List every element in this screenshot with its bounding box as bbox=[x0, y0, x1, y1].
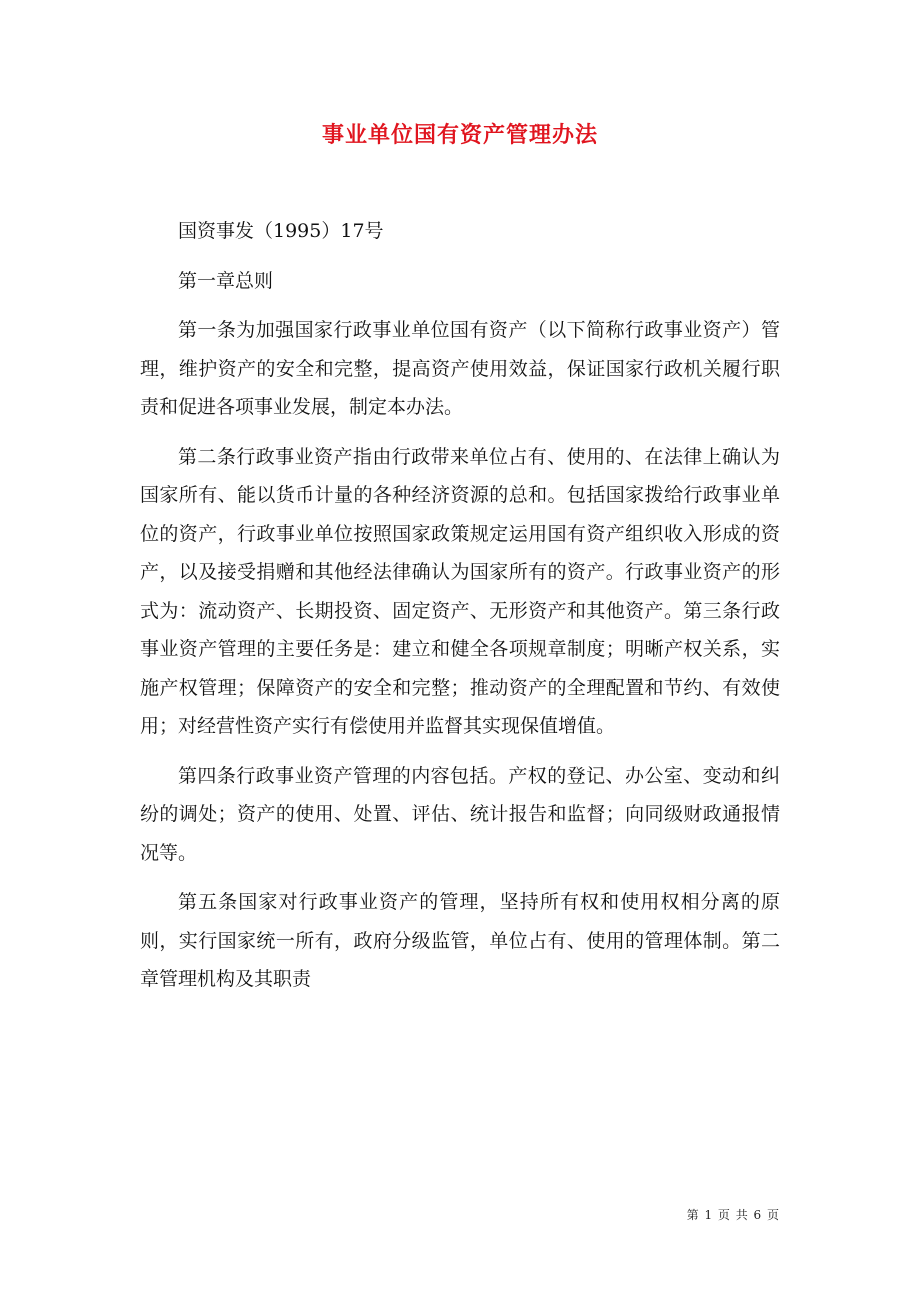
article-paragraph: 第一条为加强国家行政事业单位国有资产（以下简称行政事业资产）管理，维护资产的安全和完整，提高资产使用效益，保证国家行政机关履行职责和促进各项事业发展，制定本办法。 bbox=[140, 319, 780, 418]
document-body bbox=[140, 212, 780, 1010]
document-title: 事业单位国有资产管理办法 bbox=[321, 122, 598, 148]
article-paragraph: 第五条国家对行政事业资产的管理，坚持所有权和使用权相分离的原则，实行国家统一所有，政府分级监管，单位占有、使用的管理体制。第二章管理机构及其职责 bbox=[140, 891, 780, 990]
article-paragraph: 第四条行政事业资产管理的内容包括。产权的登记、办公室、变动和纠纷的调处；资产的使用、处置、评估、统计报告和监督；向同级财政通报情况等。 bbox=[140, 764, 780, 864]
article-paragraph: 第二条行政事业资产指由行政带来单位占有、使用的、在法律上确认为国家所有、能以货币计量的各种经济资源的总和。包括国家拨给行政事业单位的资产，行政事业单位按照国家政策规定运用国有资产组织收入形成的资产，以及接受捐赠和其他经法律确认为国家所有的资产。行政事业资产的形式为：流动资产、长期投资、固定资产、无形资产和其他资产。第三条行政事业资产管理的主要任务是：建立和健全各项规章制度；明晰产权关系，实施产权管理；保障资产的安全和完整；推动资产的全理配置和节约、有效使用；对经营性资产实行有偿使用并监督其实现保值增值。 bbox=[140, 445, 780, 737]
doc-number: 国资事发（1995）17号 bbox=[178, 220, 384, 242]
page-number: 第 1 页 共 6 页 bbox=[686, 1208, 780, 1222]
chapter-heading: 第一章总则 bbox=[178, 269, 274, 292]
